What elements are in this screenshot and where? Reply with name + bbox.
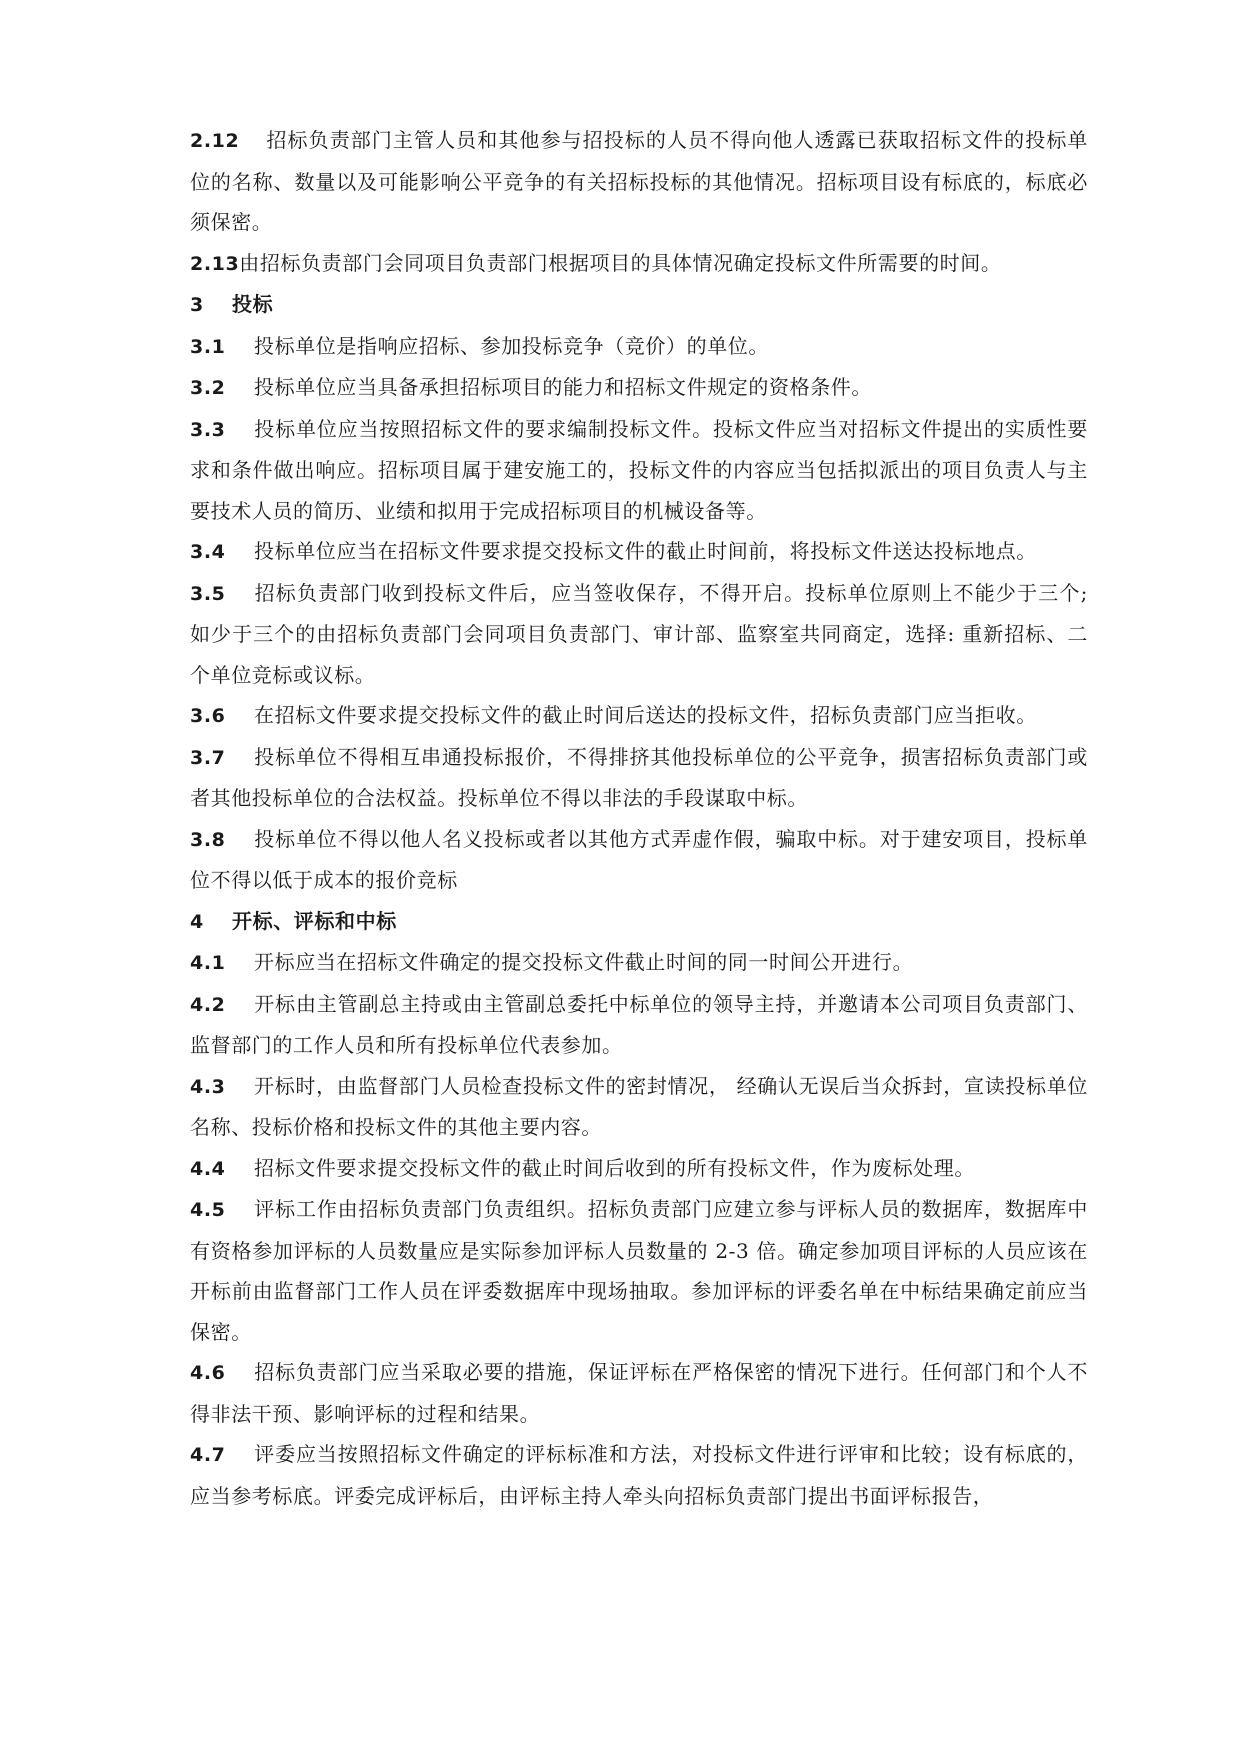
document-page — [190, 120, 1088, 1516]
clause-paragraph — [190, 573, 1088, 696]
clause-paragraph — [190, 1434, 1088, 1516]
clause-text: 投标单位不得以他人名义投标或者以其他方式弄虚作假，骗取中标。对于建安项目，投标单位不得以低于成本的报价竞标 — [190, 826, 1088, 892]
clause-number: 4.4 — [190, 1157, 226, 1180]
clause-number: 3.6 — [190, 705, 226, 727]
clause-text: 招标负责部门主管人员和其他参与招投标的人员不得向他人透露已获取招标文件的投标单位的名称、数量以及可能影响公平竞争的有关招标投标的其他情况。招标项目设有标底的，标底必须保密。 — [190, 128, 1088, 234]
clause-text: 由招标负责部门会同项目负责部门根据项目的具体情况确定投标文件所需要的时间。 — [239, 250, 1002, 275]
clause-number: 3.5 — [190, 582, 226, 605]
clause-text: 评委应当按照招标文件确定的评标标准和方法，对投标文件进行评审和比较；设有标底的，应当参考标底。评委完成评标后，由评标主持人牵头向招标负责部门提出书面评标报告， — [190, 1442, 1088, 1508]
clause-number: 2.12 — [190, 130, 240, 152]
clause-number: 3.2 — [190, 377, 226, 399]
clause-number: 4.7 — [190, 1444, 226, 1466]
clause-paragraph — [190, 1189, 1088, 1352]
clause-text: 开标时，由监督部门人员检查投标文件的密封情况， 经确认无误后当众拆封，宣读投标单位名称、投标价格和投标文件的其他主要内容。 — [190, 1073, 1088, 1139]
clause-number: 4.2 — [190, 993, 226, 1016]
clause-paragraph — [190, 120, 1088, 243]
clause-text: 开标应当在招标文件确定的提交投标文件截止时间的同一时间公开进行。 — [254, 950, 914, 974]
clause-number: 4.3 — [190, 1075, 226, 1098]
clause-text: 在招标文件要求提交投标文件的截止时间后送达的投标文件，招标负责部门应当拒收。 — [254, 703, 1037, 727]
section-heading — [190, 901, 1088, 943]
clause-text: 投标单位不得相互串通投标报价，不得排挤其他投标单位的公平竞争，损害招标负责部门或者其他投标单位的合法权益。投标单位不得以非法的手段谋取中标。 — [190, 744, 1088, 810]
clause-number: 3.4 — [190, 541, 226, 563]
clause-paragraph — [190, 737, 1088, 819]
clause-paragraph — [190, 1352, 1088, 1434]
clause-number: 3.3 — [190, 418, 226, 441]
clause-paragraph — [190, 1066, 1088, 1148]
section-title: 开标、评标和中标 — [232, 908, 397, 933]
clause-number: 3.1 — [190, 335, 226, 358]
clause-paragraph — [190, 326, 1088, 368]
clause-text: 招标文件要求提交投标文件的截止时间后收到的所有投标文件，作为废标处理。 — [254, 1155, 975, 1180]
clause-text: 招标负责部门收到投标文件后，应当签收保存，不得开启。投标单位原则上不能少于三个; 如少于三个的由招标负责部门会同项目负责部门、审计部、监察室共同商定，选择: 重新招标、二个单位竞标或议标。 — [190, 580, 1088, 687]
clause-text: 投标单位应当具备承担招标项目的能力和招标文件规定的资格条件。 — [254, 375, 872, 399]
clause-text: 招标负责部门应当采取必要的措施，保证评标在严格保密的情况下进行。任何部门和个人不得非法干预、影响评标的过程和结果。 — [190, 1360, 1088, 1426]
clause-paragraph — [190, 695, 1088, 737]
clause-paragraph — [190, 531, 1088, 573]
clause-paragraph — [190, 942, 1088, 984]
clause-number: 3.8 — [190, 828, 226, 851]
clause-paragraph — [190, 409, 1088, 532]
clause-number: 2.13 — [190, 252, 240, 275]
clause-number: 4.1 — [190, 952, 226, 974]
section-title: 投标 — [232, 292, 274, 316]
clause-text: 开标由主管副总主持或由主管副总委托中标单位的领导主持，并邀请本公司项目负责部门、监督部门的工作人员和所有投标单位代表参加。 — [190, 991, 1088, 1057]
clause-paragraph — [190, 243, 1088, 285]
clause-paragraph — [190, 367, 1088, 409]
clause-text: 评标工作由招标负责部门负责组织。招标负责部门应建立参与评标人员的数据库，数据库中有资格参加评标的人员数量应是实际参加评标人员数量的 2-3 倍。确定参加项目评标的人员应该在开标前由监督部门工作人员在评委数据库中现场抽取。参加评标的评委名单在中标结果确定前应当保密。 — [190, 1197, 1088, 1344]
clause-paragraph — [190, 984, 1088, 1066]
section-heading — [190, 284, 1088, 326]
clause-number: 3.7 — [190, 746, 226, 769]
clause-text: 投标单位是指响应招标、参加投标竞争（竞价）的单位。 — [254, 333, 769, 358]
clause-text: 投标单位应当按照招标文件的要求编制投标文件。投标文件应当对招标文件提出的实质性要求和条件做出响应。招标项目属于建安施工的，投标文件的内容应当包括拟派出的项目负责人与主要技术人员的简历、业绩和拟用于完成招标项目的机械设备等。 — [190, 416, 1088, 523]
section-number: 4 — [190, 910, 204, 933]
clause-paragraph — [190, 1148, 1088, 1190]
clause-text: 投标单位应当在招标文件要求提交投标文件的截止时间前，将投标文件送达投标地点。 — [254, 539, 1037, 563]
clause-paragraph — [190, 819, 1088, 901]
clause-number: 4.6 — [190, 1362, 226, 1384]
clause-number: 4.5 — [190, 1199, 226, 1221]
section-number: 3 — [190, 294, 204, 316]
